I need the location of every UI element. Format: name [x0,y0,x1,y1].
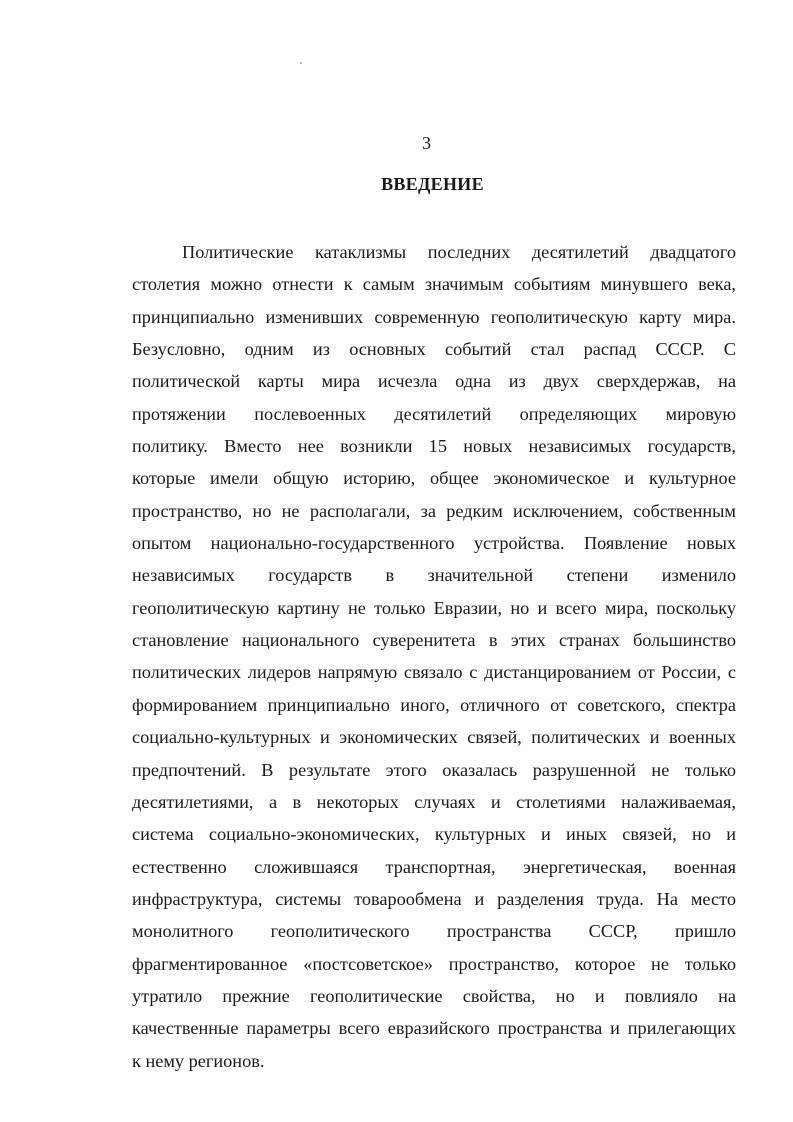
text-line: естественно сложившаяся транспортная, энергетическая, военная [132,856,736,877]
page-number: 3 [422,133,431,153]
text-line: принципиально изменивших современную геополитическую карту мира. [132,306,736,327]
text-line: политических лидеров напрямую связало с дистанцированием от России, с [132,662,736,683]
text-line: качественные параметры всего евразийского пространства и прилегающих [132,1018,736,1039]
text-line: независимых государств в значительной степени изменило [132,565,736,586]
text-line: геополитическую картину не только Евразии, но и всего мира, поскольку [132,597,736,618]
text-line: Безусловно, одним из основных событий стал распад СССР. С [132,339,736,360]
text-line: политику. Вместо нее возникли 15 новых независимых государств, [132,436,736,457]
text-line: утратило прежние геополитические свойства, но и повлияло на [132,985,736,1006]
text-line: которые имели общую историю, общее экономическое и культурное [132,468,736,489]
body-text [132,236,736,1077]
text-line: система социально-экономических, культурных и иных связей, но и [132,824,736,845]
text-line: десятилетиями, а в некоторых случаях и столетиями налаживаемая, [132,791,736,812]
text-line: формированием принципиально иного, отличного от советского, спектра [132,694,736,715]
section-heading: ВВЕДЕНИЕ [381,174,484,194]
text-line: становление национального суверенитета в этих странах большинство [132,630,736,651]
text-line: политической карты мира исчезла одна из двух сверхдержав, на [132,371,736,392]
text-line: опытом национально-государственного устройства. Появление новых [132,533,736,554]
text-line: фрагментированное «постсоветское» пространство, которое не только [132,953,736,974]
text-line: пространство, но не располагали, за редким исключением, собственным [132,500,736,521]
text-line: предпочтений. В результате этого оказалась разрушенной не только [132,759,736,780]
text-line: Политические катаклизмы последних десятилетий двадцатого [182,242,736,262]
text-line: протяжении послевоенных десятилетий определяющих мировую [132,403,736,424]
text-line: монолитного геополитического пространства СССР, пришло [132,921,736,942]
scan-speck [300,62,302,64]
text-line: инфраструктура, системы товарообмена и разделения труда. На место [132,888,736,909]
text-line: к нему регионов. [132,1050,265,1071]
text-line: социально-культурных и экономических связей, политических и военных [132,727,736,748]
text-line: столетия можно отнести к самым значимым событиям минувшего века, [132,274,736,295]
